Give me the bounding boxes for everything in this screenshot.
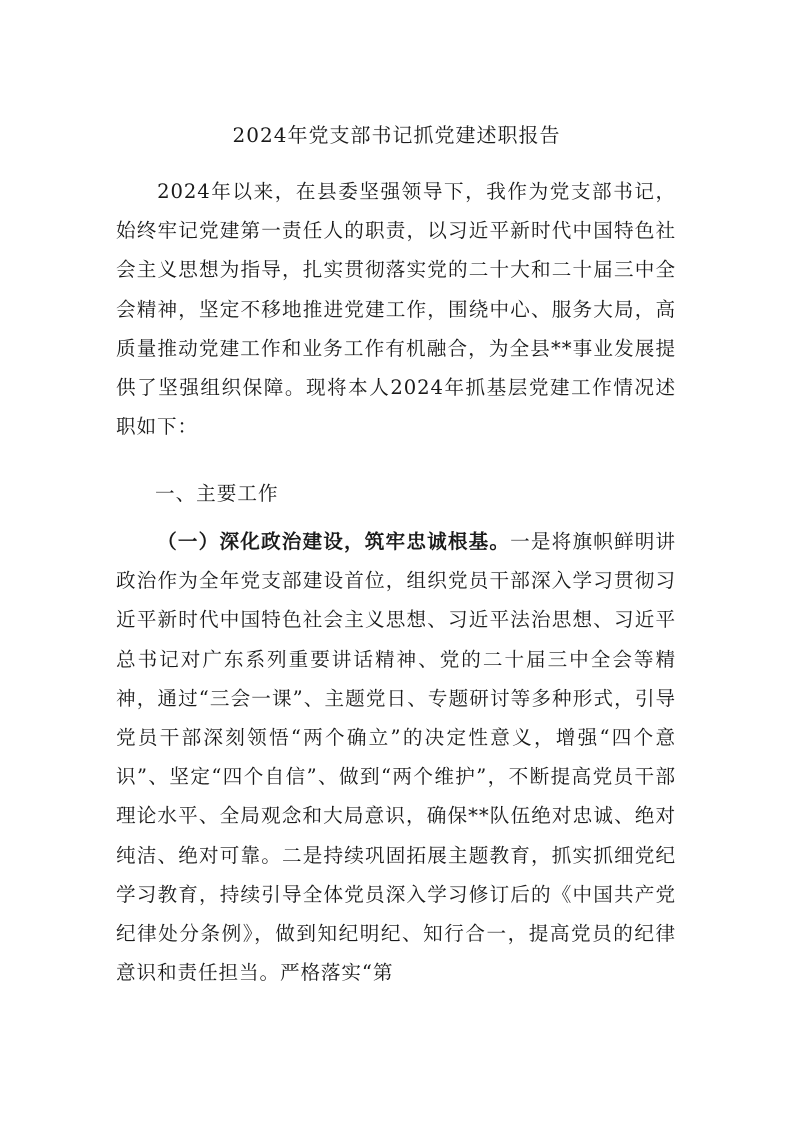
document-title: 2024年党支部书记抓党建述职报告: [232, 123, 561, 147]
subsection-body: 一是将旗帜鲜明讲政治作为全年党支部建设首位，组织党员干部深入学习贯彻习近平新时代中国特色社会主义思想、习近平法治思想、习近平总书记对广东系列重要讲话精神、党的二十届三中全会等精神，通过“三会一课”、主题党日、专题研讨等多种形式，引导党员干部深刻领悟“两个确立”的决定性意义，增强“四个意识”、坚定“四个自信”、做到“两个维护”，不断提高党员干部理论水平、全局观念和大局意识，确保**队伍绝对忠诚、绝对纯洁、绝对可靠。二是持续巩固拓展主题教育，抓实抓细党纪学习教育，持续引导全体党员深入学习修订后的《中国共产党纪律处分条例》，做到知纪明纪、知行合一，提高党员的纪律意识和责任担当。严格落实“第: [116, 530, 676, 985]
intro-paragraph: 2024年以来，在县委坚强领导下，我作为党支部书记，始终牢记党建第一责任人的职责，以习近平新时代中国特色社会主义思想为指导，扎实贯彻落实党的二十大和二十届三中全会精神，坚定不移地推进党建工作，围绕中心、服务大局，高质量推动党建工作和业务工作有机融合，为全县**事业发展提供了坚强组织保障。现将本人2024年抓基层党建工作情况述职如下：: [116, 180, 676, 439]
body-paragraph: [116, 522, 676, 1042]
section-heading: 一、主要工作: [155, 482, 279, 505]
subsection-heading: （一）深化政治建设，筑牢忠诚根基。: [157, 530, 511, 553]
